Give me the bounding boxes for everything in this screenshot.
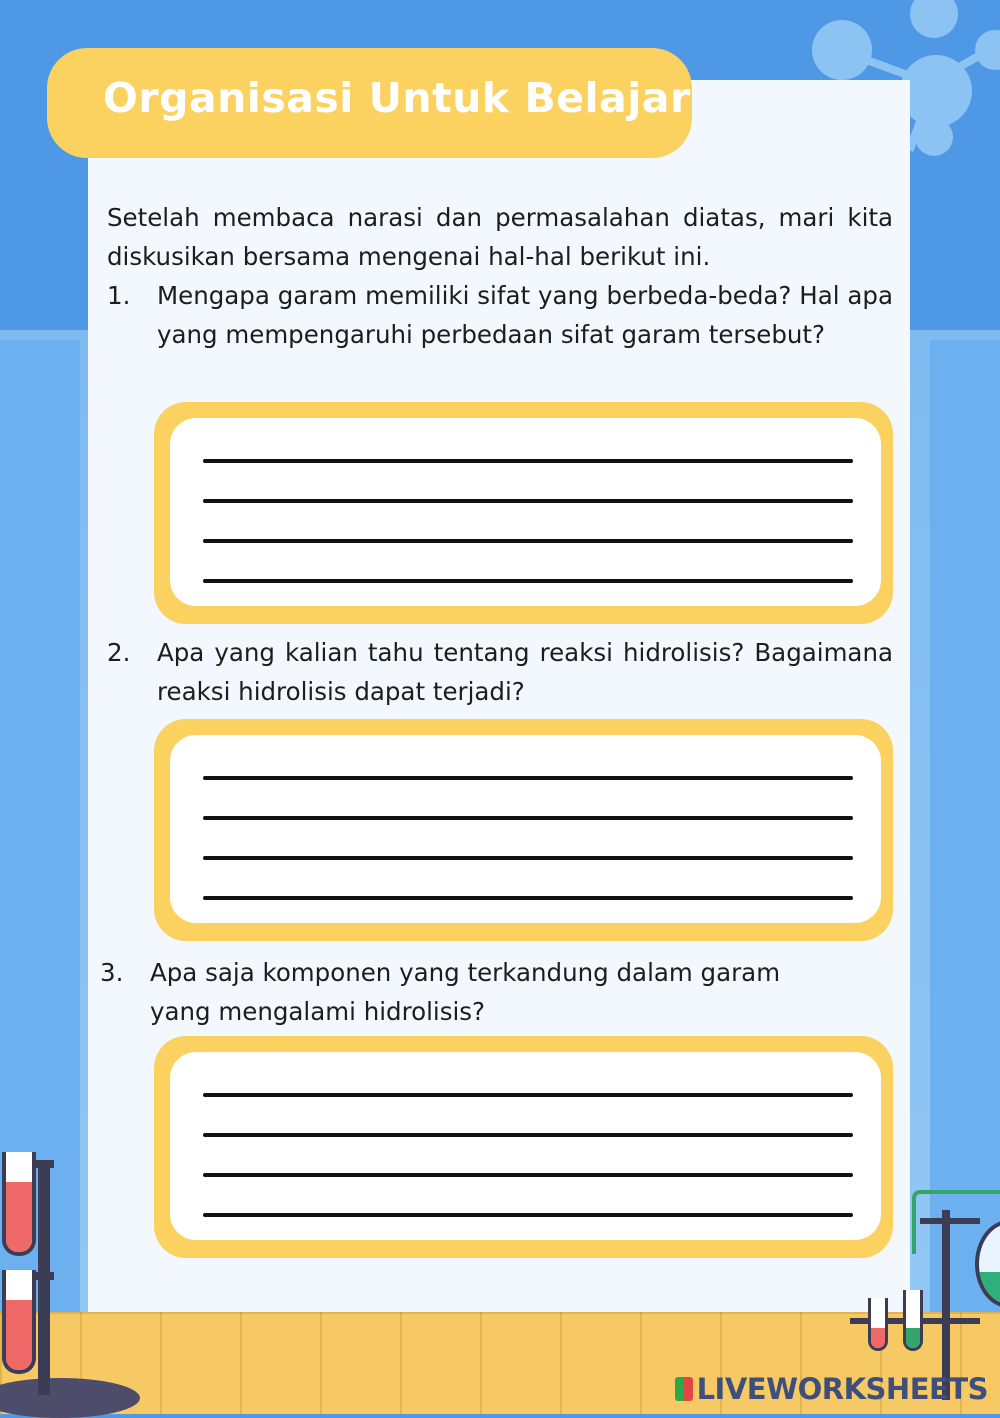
writing-line xyxy=(203,1093,853,1097)
intro-text: Setelah membaca narasi dan permasalahan diatas, mari kita diskusikan bersama mengenai hal-hal berikut ini. xyxy=(107,203,893,271)
footer-brand: LIVEWORKSHEETS xyxy=(696,1372,988,1406)
page-title: Organisasi Untuk Belajar xyxy=(103,74,691,122)
question-text: Apa saja komponen yang terkandung dalam garam yang mengalami hidrolisis? xyxy=(150,958,781,1026)
writing-line xyxy=(203,459,853,463)
question-1 xyxy=(107,276,893,354)
writing-line xyxy=(203,816,853,820)
question-number: 2. xyxy=(107,638,131,667)
writing-line xyxy=(203,1133,853,1137)
answer-box-3[interactable] xyxy=(154,1036,893,1258)
question-number: 3. xyxy=(100,958,124,987)
decorative-pillar-right xyxy=(930,340,1000,1330)
liveworksheets-logo xyxy=(675,1372,988,1406)
question-3 xyxy=(100,953,840,1031)
writing-line xyxy=(203,896,853,900)
answer-box-2[interactable] xyxy=(154,719,893,941)
question-text: Apa yang kalian tahu tentang reaksi hidrolisis? Bagaimana reaksi hidrolisis dapat terjadi? xyxy=(157,638,893,706)
liveworksheets-icon xyxy=(675,1377,693,1401)
answer-area[interactable] xyxy=(170,1052,881,1240)
question-number: 1. xyxy=(107,281,131,310)
writing-line xyxy=(203,539,853,543)
question-text: Mengapa garam memiliki sifat yang berbeda-beda? Hal apa yang mempengaruhi perbedaan sifat garam tersebut? xyxy=(157,281,893,349)
writing-line xyxy=(203,1213,853,1217)
writing-line xyxy=(203,499,853,503)
question-2 xyxy=(107,633,893,711)
answer-area[interactable] xyxy=(170,418,881,606)
writing-line xyxy=(203,776,853,780)
answer-area[interactable] xyxy=(170,735,881,923)
writing-line xyxy=(203,579,853,583)
writing-line xyxy=(203,1173,853,1177)
writing-line xyxy=(203,856,853,860)
answer-box-1[interactable] xyxy=(154,402,893,624)
